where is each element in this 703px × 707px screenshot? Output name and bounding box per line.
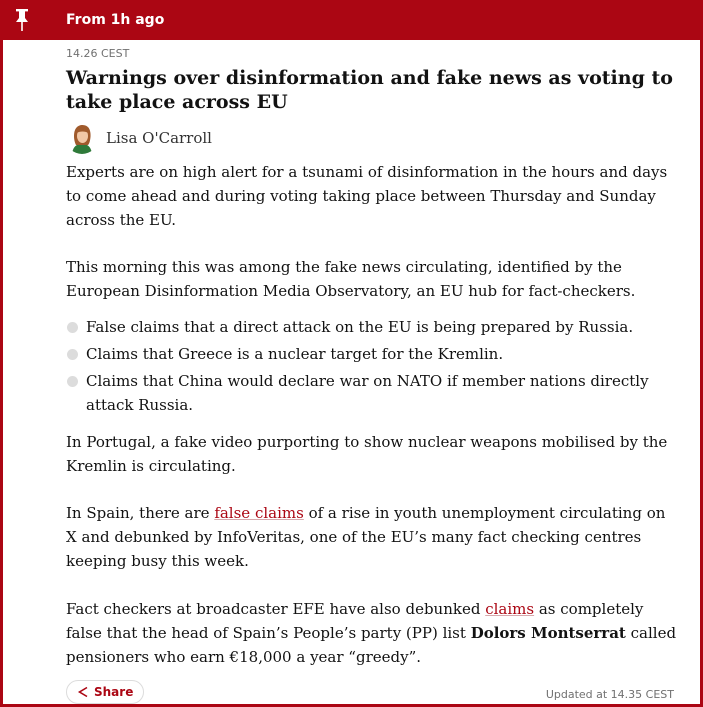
share-button[interactable] xyxy=(66,680,144,704)
pinned-post-bar xyxy=(3,0,703,40)
bullet-icon xyxy=(67,322,78,333)
pinned-label: From 1h ago xyxy=(66,12,165,28)
author-avatar xyxy=(66,122,98,154)
list-item-text: Claims that Greece is a nuclear target for the Kremlin. xyxy=(86,345,504,363)
paragraph-4 xyxy=(66,501,678,573)
list-item xyxy=(66,315,678,339)
post-timestamp[interactable]: 14.26 CEST xyxy=(66,47,130,60)
author-name: Lisa O'Carroll xyxy=(106,129,212,147)
share-label: Share xyxy=(94,685,134,699)
bullet-icon xyxy=(67,349,78,360)
bullet-icon xyxy=(67,376,78,387)
paragraph-5-end: called pensioners who earn €18,000 a year “greedy”. xyxy=(66,624,677,666)
post-headline: Warnings over disinformation and fake news as voting to take place across EU xyxy=(66,67,673,113)
paragraph-5 xyxy=(66,597,678,669)
paragraph-1: Experts are on high alert for a tsunami of disinformation in the hours and days to come ahead and during voting taking place between Thursday and Sunday across the EU. xyxy=(66,163,668,229)
paragraph-3: In Portugal, a fake video purporting to show nuclear weapons mobilised by the Kremlin is circulating. xyxy=(66,433,668,475)
byline[interactable] xyxy=(66,121,212,155)
list-item-text: Claims that China would declare war on NATO if member nations directly attack Russia. xyxy=(86,372,649,414)
false-claims-link[interactable]: false claims xyxy=(214,504,304,522)
person-name: Dolors Montserrat xyxy=(470,624,626,642)
fake-news-list xyxy=(66,315,678,420)
paragraph-4-start: In Spain, there are xyxy=(66,504,215,522)
list-item xyxy=(66,342,678,366)
claims-link[interactable]: claims xyxy=(485,600,535,618)
paragraph-2: This morning this was among the fake news circulating, identified by the European Disinformation Media Observatory, an EU hub for fact-checkers. xyxy=(66,258,636,300)
pin-icon xyxy=(13,8,31,32)
share-icon xyxy=(77,686,89,698)
paragraph-5-middle: as completely false that the head of Spain’s People’s party (PP) list xyxy=(66,600,644,642)
list-item xyxy=(66,369,678,417)
updated-timestamp: Updated at 14.35 CEST xyxy=(545,688,674,701)
list-item-text: False claims that a direct attack on the EU is being prepared by Russia. xyxy=(86,318,634,336)
paragraph-5-start: Fact checkers at broadcaster EFE have also debunked xyxy=(66,600,486,618)
paragraph-4-end: of a rise in youth unemployment circulating on X and debunked by InfoVeritas, one of the EU’s many fact checking centres keeping busy this week. xyxy=(66,504,666,570)
